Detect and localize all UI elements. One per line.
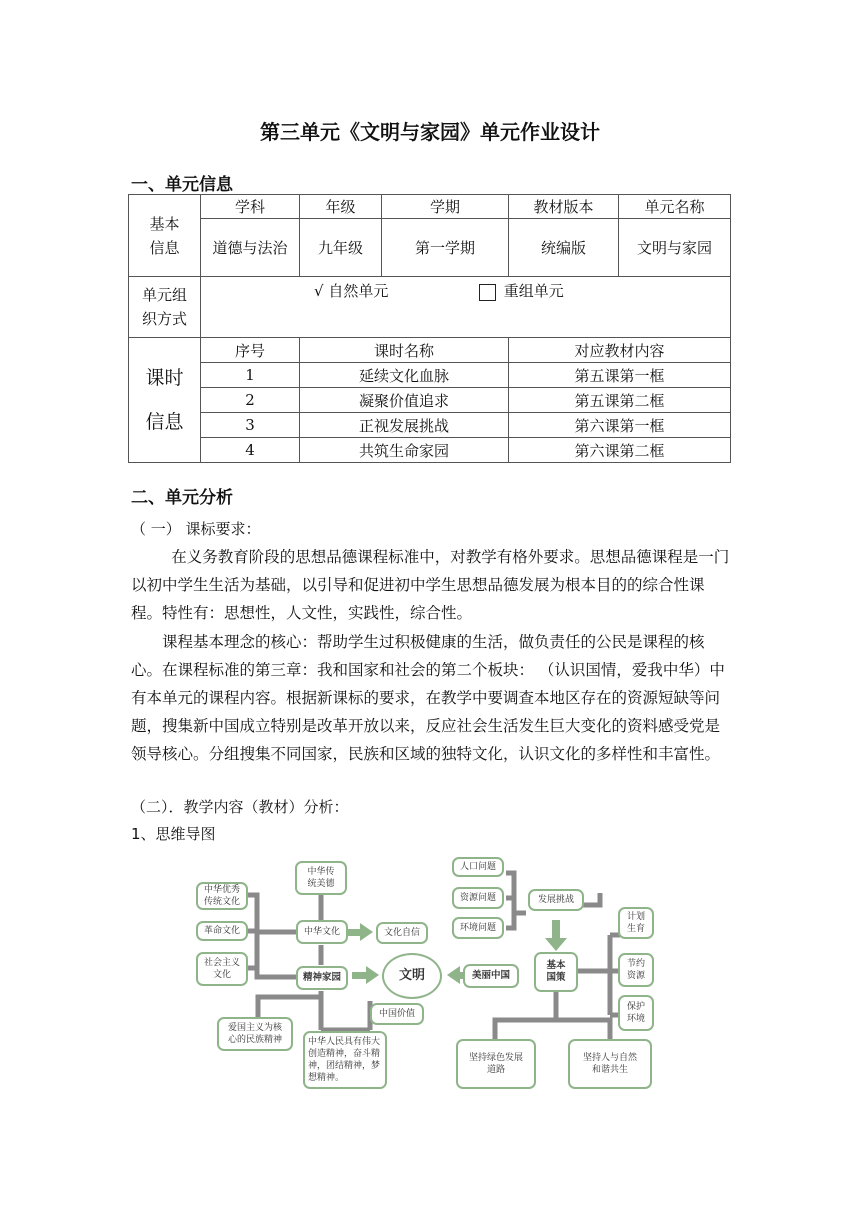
node-national-spirit: 中华人民具有伟大创造精神，奋斗精神，团结精神，梦想精神。 [303,1031,387,1089]
node-resource-issue: 资源问题 [452,887,504,909]
node-family-planning: 计划 生育 [618,907,654,939]
value-edition: 统编版 [509,219,619,277]
node-chinese-culture: 中华文化 [296,920,348,944]
lesson-header-no: 序号 [201,338,300,363]
node-basic-national-policy: 基本 国策 [534,952,578,992]
subheading-mindmap: 1、思维导图 [131,825,216,843]
basic-info-label: 基本 信息 [129,195,201,277]
paragraph-core-concept: 课程基本理念的核心：帮助学生过积极健康的生活，做负责任的公民是课程的核心。在课程标准的第三章：我和国家和社会的第二个板块： （认识国情，爱我中华）中有本单元的课程内容。根据新课标的要求，在教学中要调查本地区存在的资源短缺等问题，搜集新中国成立特别是改革开放以来，反应社会生活发生巨大变化的资料感受党是领导核心。分组搜集不同国家，民族和区域的独特文化，认识文化的多样性和丰富性。 [131,633,725,763]
org-regroup-option: 重组单元 [503,282,564,300]
table-row: 1 延续文化血脉 第五课第一框 [129,363,731,388]
lesson-header-name: 课时名称 [300,338,509,363]
node-spiritual-home: 精神家园 [296,966,348,990]
table-row: 3 正视发展挑战 第六课第一框 [129,413,731,438]
node-traditional-virtues: 中华传 统美德 [295,861,347,895]
section-heading-unit-info: 一、单元信息 [131,175,233,195]
paragraph-curriculum-standard: 在义务教育阶段的思想品德课程标准中，对教学有格外要求。思想品德课程是一门以初中学生生活为基础，以引导和促进初中学生思想品德发展为根本目的的综合性课程。特性有：思想性，人文性，实践性，综合性。 [131,548,730,622]
value-unit-name: 文明与家园 [619,219,731,277]
section-heading-unit-analysis: 二、单元分析 [131,488,233,508]
checkbox-icon[interactable] [479,284,496,301]
org-natural-option: √ 自然单元 [314,282,389,300]
lesson-info-label: 课时 信息 [129,338,201,463]
header-edition: 教材版本 [509,195,619,219]
lesson-header-content: 对应教材内容 [509,338,731,363]
node-cultural-confidence: 文化自信 [376,922,428,944]
node-civilization: 文明 [382,953,442,999]
unit-info-table [128,194,731,463]
header-unit-name: 单元名称 [619,195,731,219]
header-term: 学期 [382,195,509,219]
header-subject: 学科 [201,195,300,219]
mind-map [190,845,660,1100]
node-patriotism: 爱国主义为核 心的民族精神 [217,1017,293,1051]
org-label: 单元组 织方式 [129,277,201,338]
table-row: 2 凝聚价值追求 第五课第二框 [129,388,731,413]
subheading-content-analysis: （二）．教学内容（教材）分析： [131,798,349,816]
header-grade: 年级 [300,195,382,219]
node-development-challenge: 发展挑战 [528,889,584,911]
node-chinese-value: 中国价值 [370,1003,424,1025]
node-socialist-culture: 社会主义 文化 [196,952,248,986]
node-population-issue: 人口问题 [452,857,504,877]
node-fine-traditional-culture: 中华优秀 传统文化 [196,882,248,910]
node-environment-issue: 环境问题 [452,917,504,939]
table-row: 4 共筑生命家园 第六课第二框 [129,438,731,463]
value-term: 第一学期 [382,219,509,277]
value-subject: 道德与法治 [201,219,300,277]
node-protecting-environment: 保护 环境 [618,995,654,1031]
page-title: 第三单元《文明与家园》单元作业设计 [260,120,600,144]
value-grade: 九年级 [300,219,382,277]
subheading-curriculum: （ 一） 课标要求： [131,520,261,538]
node-harmony-with-nature: 坚持人与自然 和谐共生 [568,1039,652,1089]
node-beautiful-china: 美丽中国 [463,964,519,988]
node-saving-resources: 节约 资源 [618,953,654,987]
node-revolutionary-culture: 革命文化 [196,921,248,941]
node-green-development: 坚持绿色发展 道路 [456,1039,536,1089]
